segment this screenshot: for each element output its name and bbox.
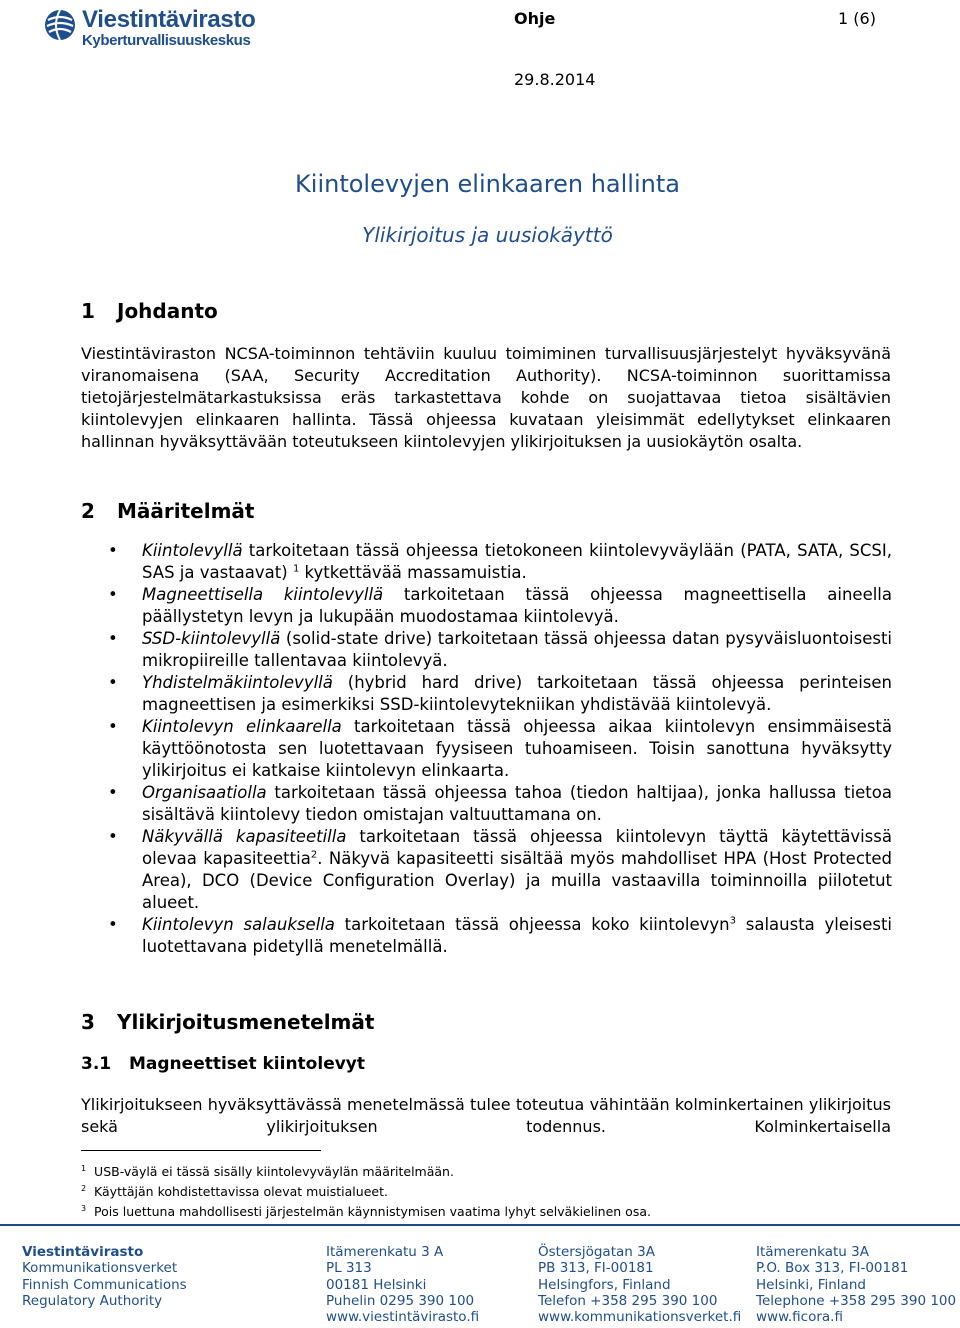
definition-term: Kiintolevyn elinkaarella	[142, 717, 342, 736]
footer-line: Finnish Communications	[22, 1276, 187, 1293]
footnote-text: Pois luettuna mahdollisesti järjestelmän käynnistymisen vaatima lyhyt selväkielinen osa.	[94, 1204, 651, 1220]
logo	[44, 6, 294, 52]
globe-logo-icon	[44, 8, 76, 42]
footer-line: Puhelin 0295 390 100	[326, 1292, 475, 1309]
page-number: 1 (6)	[838, 9, 876, 28]
definition-term: Organisaatiolla	[142, 783, 267, 802]
document-subtitle: Ylikirjoitus ja uusiokäyttö	[362, 223, 613, 247]
definition-term: Näkyvällä kapasiteetilla	[142, 827, 347, 846]
list-item	[100, 672, 892, 716]
definition-text: tarkoitetaan tässä ohjeessa tietokoneen kiintolevyväylään (PATA, SATA, SCSI, SAS ja vastaavat)	[142, 541, 892, 582]
section-number: 3	[81, 1010, 95, 1034]
bullet-icon: •	[108, 717, 118, 736]
definition-text: tarkoitetaan tässä ohjeessa tahoa (tiedon haltijaa), jonka hallussa tietoa sisältävä kiintolevy tiedon omistajan valtuuttamana on.	[142, 783, 892, 824]
list-item	[100, 716, 892, 782]
list-item	[100, 584, 892, 628]
footer-line: Viestintävirasto	[22, 1244, 144, 1260]
bullet-icon: •	[108, 585, 118, 604]
list-item	[100, 540, 892, 584]
footer-address-en	[756, 1244, 956, 1325]
section-title: Johdanto	[117, 299, 218, 323]
section-number: 1	[81, 299, 95, 323]
bullet-icon: •	[108, 783, 118, 802]
definition-text: . Näkyvä kapasiteetti sisältää myös mahdolliset HPA (Host Protected Area), DCO (Device Configuration Overlay) ja muilla vastaavilla toiminnoilla piilotetut alueet.	[142, 849, 892, 912]
definition-text: tarkoitetaan tässä ohjeessa koko kiintolevyn	[334, 915, 730, 934]
logo-line1: Viestintävirasto	[82, 6, 256, 33]
footer-line: Regulatory Authority	[22, 1292, 163, 1309]
definition-text: kytkettävää massamuistia.	[299, 563, 527, 582]
footer-line: Itämerenkatu 3A	[756, 1244, 869, 1260]
footnote-mark: 1	[81, 1164, 87, 1173]
footnote-text: Käyttäjän kohdistettavissa olevat muistialueet.	[94, 1184, 388, 1200]
footer-line: Kommunikationsverket	[22, 1260, 178, 1277]
footer-line: Telefon +358 295 390 100	[538, 1292, 718, 1309]
footer-line: Telephone +358 295 390 100	[756, 1292, 957, 1309]
definition-term: Yhdistelmäkiintolevyllä	[142, 673, 333, 692]
definitions-list	[100, 540, 892, 958]
list-item	[100, 826, 892, 914]
bullet-icon: •	[108, 827, 118, 846]
footnote-ref[interactable]: 3	[729, 915, 736, 927]
footer-line: Östersjögatan 3A	[538, 1244, 655, 1260]
section-2-heading	[81, 499, 255, 523]
section-title: Määritelmät	[117, 499, 255, 523]
bullet-icon: •	[108, 629, 118, 648]
doc-type: Ohje	[514, 9, 556, 28]
footer-agency	[22, 1244, 187, 1309]
footnotes	[81, 1160, 901, 1220]
footer-link[interactable]: www.kommunikationsverket.fi	[538, 1309, 742, 1326]
footnote-ref[interactable]: 1	[292, 563, 300, 575]
section-3-heading	[81, 1010, 374, 1034]
doc-date: 29.8.2014	[514, 70, 596, 89]
definition-term: SSD-kiintolevyllä	[142, 629, 281, 648]
footer-link[interactable]: www.ficora.fi	[756, 1309, 843, 1326]
footnote	[81, 1200, 901, 1220]
definition-text: (solid-state drive) tarkoitetaan tässä ohjeessa datan pysyväisluontoisesti mikropiireille tallentavaa kiintolevyä.	[142, 629, 892, 670]
footer-line: P.O. Box 313, FI-00181	[756, 1260, 909, 1277]
list-item	[100, 782, 892, 826]
footnote	[81, 1180, 901, 1200]
footnote	[81, 1160, 901, 1180]
definition-text: (hybrid hard drive) tarkoitetaan tässä ohjeessa perinteisen magneettisen ja esimerkiksi SSD-kiintolevytekniikan yhdistävää kiintolevyä.	[142, 673, 892, 714]
footer-divider	[0, 1224, 960, 1226]
footer-line: PB 313, FI-00181	[538, 1260, 654, 1277]
footer-address-sv	[538, 1244, 741, 1325]
definition-term: Kiintolevyllä	[142, 541, 243, 560]
list-item	[100, 628, 892, 672]
section-1-body: Viestintäviraston NCSA-toiminnon tehtäviin kuuluu toimiminen turvallisuusjärjestelyt hyväksyvänä viranomaisena (SAA, Security Accreditation Authority). NCSA-toiminnon suorittamissa tietojärjestelmätarkastuksissa eräs tarkastettava kohde on suojattavaa tietoa sisältävien kiintolevyjen elinkaaren hallinta. Tässä ohjeessa kuvataan yleisimmät edellytykset elinkaaren hallinnan hyväksyttävään toteutukseen kiintolevyjen ylikirjoituksen ja uusiokäytön osalta.	[81, 344, 891, 451]
definition-term: Magneettisella kiintolevyllä	[142, 585, 384, 604]
section-1-heading	[81, 299, 218, 323]
bullet-icon: •	[108, 673, 118, 692]
footer-line: 00181 Helsinki	[326, 1276, 427, 1293]
footnote-divider	[81, 1150, 321, 1151]
definition-term: Kiintolevyn salauksella	[142, 915, 335, 934]
list-item	[100, 914, 892, 958]
footer-address-fi	[326, 1244, 479, 1325]
bullet-icon: •	[108, 541, 118, 560]
subsection-3-1-body: Ylikirjoitukseen hyväksyttävässä menetelmässä tulee toteutua vähintään kolminkertainen ylikirjoitus sekä ylikirjoituksen todennus. Kolminkertaisella	[81, 1095, 891, 1136]
section-number: 2	[81, 499, 95, 523]
definition-text: salausta yleisesti luotettavana pidetyllä menetelmällä.	[142, 915, 892, 956]
section-title: Ylikirjoitusmenetelmät	[117, 1010, 375, 1034]
definition-text: tarkoitetaan tässä ohjeessa aikaa kiintolevyn ensimmäisestä käyttöönotosta sen luotettavaan fyysiseen tuhoamiseen. Toisin sanottuna hyväksytty ylikirjoitus ei katkaise kiintolevyn elinkaarta.	[142, 717, 892, 780]
footer-line: Helsingfors, Finland	[538, 1276, 671, 1293]
footer-line: Itämerenkatu 3 A	[326, 1244, 444, 1260]
subsection-title: Magneettiset kiintolevyt	[129, 1054, 366, 1074]
bullet-icon: •	[108, 915, 118, 934]
footnote-mark: 2	[81, 1184, 87, 1194]
definition-text: tarkoitetaan tässä ohjeessa kiintolevyn täyttä käytettävissä olevaa kapasiteettia	[142, 827, 892, 868]
footnote-mark: 3	[81, 1204, 87, 1214]
footer-line: PL 313	[326, 1260, 372, 1277]
subsection-3-1-heading	[81, 1054, 365, 1074]
subsection-number: 3.1	[81, 1054, 112, 1074]
logo-line2: Kyberturvallisuuskeskus	[82, 32, 251, 49]
definition-text: tarkoitetaan tässä ohjeessa magneettisella aineella päällystetyn levyn ja lukupään muodostamaa kiintolevyä.	[142, 585, 892, 626]
footer-link[interactable]: www.viestintävirasto.fi	[326, 1309, 480, 1326]
document-title: Kiintolevyjen elinkaaren hallinta	[295, 170, 680, 198]
footer-line: Helsinki, Finland	[756, 1276, 866, 1293]
footnote-ref[interactable]: 2	[310, 849, 318, 861]
footnote-text: USB-väylä ei tässä sisälly kiintolevyväylän määritelmään.	[94, 1164, 454, 1180]
